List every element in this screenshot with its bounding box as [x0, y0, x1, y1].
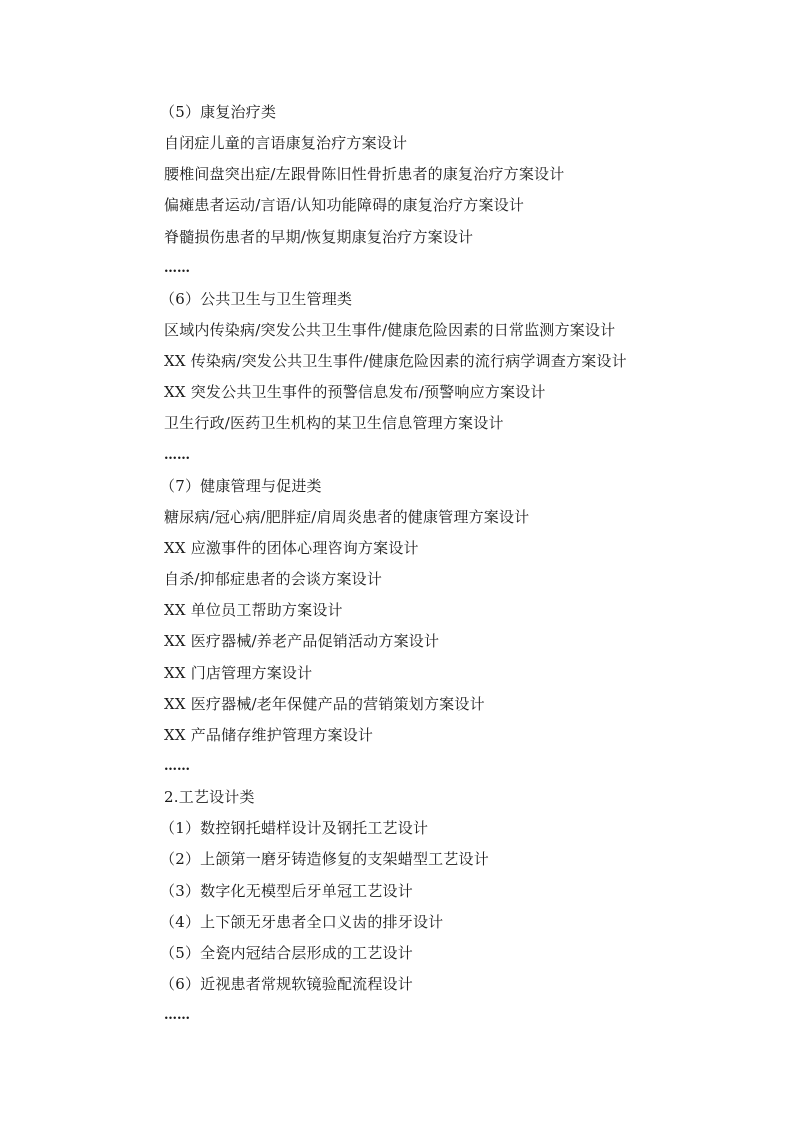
list-item: XX 门店管理方案设计	[164, 663, 313, 682]
list-item: XX 医疗器械/老年保健产品的营销策划方案设计	[164, 694, 485, 713]
document-page	[160, 97, 764, 1031]
list-item: 自杀/抑郁症患者的会谈方案设计	[164, 570, 383, 589]
list-item: XX 产品储存维护管理方案设计	[164, 725, 374, 744]
list-item: 卫生行政/医药卫生机构的某卫生信息管理方案设计	[164, 414, 504, 433]
ellipsis: ……	[164, 1008, 190, 1024]
process-item: （5）全瓷内冠结合层形成的工艺设计	[160, 943, 413, 962]
heading-health-management: （7）健康管理与促进类	[160, 476, 322, 495]
ellipsis: ……	[164, 260, 190, 276]
list-item: XX 应激事件的团体心理咨询方案设计	[164, 538, 419, 557]
process-item: （2）上颌第一磨牙铸造修复的支架蜡型工艺设计	[160, 850, 489, 869]
list-item: 糖尿病/冠心病/肥胖症/肩周炎患者的健康管理方案设计	[164, 507, 530, 526]
ellipsis: ……	[164, 758, 190, 774]
process-item: （6）近视患者常规软镜验配流程设计	[160, 974, 413, 993]
list-item: XX 突发公共卫生事件的预警信息发布/预警响应方案设计	[164, 383, 546, 402]
process-item: （4）上下颌无牙患者全口义齿的排牙设计	[160, 912, 444, 931]
list-item: 自闭症儿童的言语康复治疗方案设计	[164, 134, 408, 153]
list-item: 腰椎间盘突出症/左跟骨陈旧性骨折患者的康复治疗方案设计	[164, 165, 565, 184]
process-item: （1）数控钢托蜡样设计及钢托工艺设计	[160, 819, 429, 838]
list-item: 区域内传染病/突发公共卫生事件/健康危险因素的日常监测方案设计	[164, 320, 616, 339]
list-item: XX 医疗器械/养老产品促销活动方案设计	[164, 632, 440, 651]
process-item: （3）数字化无模型后牙单冠工艺设计	[160, 881, 413, 900]
list-item: XX 传染病/突发公共卫生事件/健康危险因素的流行病学调查方案设计	[164, 352, 627, 371]
list-item: 偏瘫患者运动/言语/认知功能障碍的康复治疗方案设计	[164, 196, 525, 215]
heading-public-health: （6）公共卫生与卫生管理类	[160, 289, 353, 308]
list-item: XX 单位员工帮助方案设计	[164, 601, 343, 620]
list-item: 脊髓损伤患者的早期/恢复期康复治疗方案设计	[164, 227, 474, 246]
section-title-process-design: 2.工艺设计类	[164, 788, 255, 807]
ellipsis: ……	[164, 447, 190, 463]
heading-rehab-therapy: （5）康复治疗类	[160, 103, 277, 121]
